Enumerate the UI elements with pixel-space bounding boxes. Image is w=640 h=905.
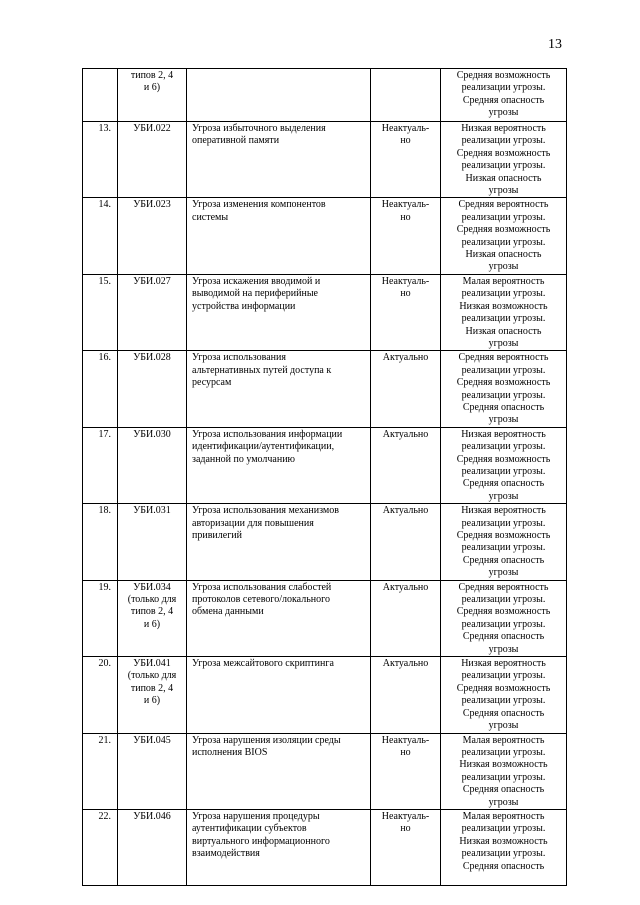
relevance-status: [371, 274, 441, 350]
threat-code-line: УБИ.045: [133, 734, 171, 746]
relevance-status-line: Актуально: [382, 505, 429, 517]
threat-assessment: [441, 274, 567, 350]
threat-assessment-line: угрозы: [488, 261, 519, 273]
threat-code-line: УБИ.041: [133, 658, 171, 670]
relevance-status: [371, 427, 441, 503]
threat-assessment-line: реализации угрозы.: [461, 542, 546, 554]
relevance-status: [371, 580, 441, 656]
relevance-status-line: но: [400, 211, 411, 223]
threat-code: [118, 580, 187, 656]
table-row: [83, 351, 567, 427]
threat-code-line: УБИ.030: [133, 428, 171, 440]
threat-code-line: УБИ.046: [133, 810, 171, 822]
threat-name: [187, 69, 371, 122]
threat-code-line: (только для: [127, 670, 177, 682]
relevance-status: [371, 733, 441, 809]
relevance-status-line: Актуально: [382, 658, 429, 670]
row-number: 18.: [83, 504, 118, 580]
threat-assessment-line: реализации угрозы.: [461, 746, 546, 758]
threat-assessment-line: реализации угрозы.: [461, 695, 546, 707]
threat-assessment: [441, 198, 567, 274]
threat-assessment-line: Средняя вероятность: [458, 199, 549, 211]
threat-assessment-line: Средняя возможность: [456, 682, 551, 694]
threat-assessment-line: реализации угрозы.: [461, 771, 546, 783]
threat-assessment-line: Низкая вероятность: [461, 123, 546, 134]
threat-name-line: Угроза нарушения процедуры: [192, 810, 320, 822]
threat-name: [187, 809, 371, 885]
relevance-status-line: но: [400, 823, 411, 835]
threat-name: [187, 122, 371, 198]
threat-assessment-line: реализации угрозы.: [461, 82, 546, 94]
relevance-status-line: Неактуаль-: [381, 123, 430, 134]
row-number: 21.: [83, 733, 118, 809]
threat-assessment-line: реализации угрозы.: [461, 160, 546, 172]
threat-code-line: УБИ.022: [133, 123, 171, 134]
row-number: 14.: [83, 198, 118, 274]
relevance-status-line: Неактуаль-: [381, 734, 430, 746]
threat-assessment: [441, 657, 567, 733]
threat-assessment-line: Средняя опасность: [462, 860, 545, 872]
threat-assessment-line: реализации угрозы.: [461, 313, 546, 325]
relevance-status: [371, 122, 441, 198]
threat-name-line: обмена данными: [192, 606, 264, 618]
table-row: [83, 809, 567, 885]
threat-assessment-line: Средняя опасность: [462, 631, 545, 643]
threat-code-line: и 6): [143, 695, 161, 707]
threat-assessment-line: реализации угрозы.: [461, 465, 546, 477]
threat-assessment-line: Низкая возможность: [459, 835, 548, 847]
threat-code-line: типов 2, 4: [130, 70, 174, 81]
threat-code: [118, 427, 187, 503]
threat-assessment-line: реализации угрозы.: [461, 670, 546, 682]
threat-name: [187, 274, 371, 350]
threat-assessment: [441, 504, 567, 580]
threat-name-line: Угроза межсайтового скриптинга: [192, 658, 334, 670]
table-row: [83, 274, 567, 350]
threat-name-line: Угроза использования механизмов: [192, 505, 339, 517]
threat-assessment-line: угрозы: [488, 414, 519, 426]
threat-name-line: аутентификации субъектов: [192, 823, 307, 835]
threat-name-line: Угроза нарушения изоляции среды: [192, 734, 341, 746]
threat-assessment: [441, 69, 567, 122]
threat-assessment-line: Малая вероятность: [462, 275, 545, 287]
threat-assessment-line: Низкая вероятность: [461, 505, 546, 517]
threat-assessment: [441, 809, 567, 885]
threat-code-line: УБИ.027: [133, 275, 171, 287]
table-row: [83, 733, 567, 809]
row-number: 13.: [83, 122, 118, 198]
relevance-status-line: Неактуаль-: [381, 275, 430, 287]
relevance-status: [371, 69, 441, 122]
threat-code-line: типов 2, 4: [130, 606, 174, 618]
threat-assessment: [441, 427, 567, 503]
threat-assessment-line: Средняя возможность: [456, 606, 551, 618]
threat-code: [118, 351, 187, 427]
threat-assessment-line: Средняя опасность: [462, 784, 545, 796]
table-row: [83, 657, 567, 733]
threat-code: [118, 69, 187, 122]
relevance-status-line: Неактуаль-: [381, 199, 430, 211]
threat-name-line: Угроза использования информации: [192, 428, 343, 440]
threat-assessment-line: Низкая возможность: [459, 759, 548, 771]
threat-assessment-line: Низкая вероятность: [461, 658, 546, 670]
threat-name-line: исполнения BIOS: [192, 746, 268, 758]
threat-assessment: [441, 351, 567, 427]
threat-name-line: ресурсам: [192, 377, 232, 389]
row-number: 22.: [83, 809, 118, 885]
threat-assessment-line: Малая вероятность: [462, 810, 545, 822]
threat-assessment-line: Средняя вероятность: [458, 352, 549, 364]
threat-assessment-line: реализации угрозы.: [461, 441, 546, 453]
threat-name: [187, 657, 371, 733]
threat-assessment-line: Средняя опасность: [462, 478, 545, 490]
relevance-status: [371, 657, 441, 733]
threat-assessment-line: Средняя возможность: [456, 70, 551, 81]
threat-name: [187, 580, 371, 656]
threat-name-line: Угроза использования слабостей: [192, 581, 332, 593]
threat-assessment-line: угрозы: [488, 720, 519, 732]
threat-name-line: Угроза изменения компонентов: [192, 199, 326, 211]
threat-assessment-line: Низкая вероятность: [461, 428, 546, 440]
threat-code: [118, 657, 187, 733]
threat-assessment-line: Низкая опасность: [465, 325, 542, 337]
threat-code-line: и 6): [143, 618, 161, 630]
threat-assessment-line: Средняя опасность: [462, 707, 545, 719]
threat-code-line: УБИ.023: [133, 199, 171, 211]
row-number: 17.: [83, 427, 118, 503]
row-number: 15.: [83, 274, 118, 350]
threat-code: [118, 122, 187, 198]
threat-assessment-line: реализации угрозы.: [461, 236, 546, 248]
threat-code-line: УБИ.031: [133, 505, 171, 517]
threat-assessment-line: угрозы: [488, 643, 519, 655]
threat-name-line: выводимой на периферийные: [192, 288, 318, 300]
row-number: 16.: [83, 351, 118, 427]
threat-assessment: [441, 122, 567, 198]
table-row: [83, 427, 567, 503]
threat-name-line: виртуального информационного: [192, 835, 330, 847]
threat-name-line: идентификации/аутентификации,: [192, 441, 335, 453]
relevance-status-line: Неактуаль-: [381, 810, 430, 822]
threat-name-line: привилегий: [192, 530, 243, 541]
threat-code-line: типов 2, 4: [130, 682, 174, 694]
threat-assessment-line: реализации угрозы.: [461, 288, 546, 300]
threat-code-line: УБИ.034: [133, 581, 171, 593]
row-number: [83, 69, 118, 122]
threat-assessment-line: реализации угрозы.: [461, 618, 546, 630]
threat-assessment-line: реализации угрозы.: [461, 823, 546, 835]
threat-assessment: [441, 580, 567, 656]
row-number: 19.: [83, 580, 118, 656]
threat-name-line: заданной по умолчанию: [192, 453, 296, 465]
threat-assessment-line: Средняя возможность: [456, 453, 551, 465]
threat-name-line: взаимодействия: [192, 848, 260, 860]
threat-name: [187, 427, 371, 503]
threat-name-line: устройства информации: [192, 300, 296, 312]
threat-assessment-line: Низкая опасность: [465, 249, 542, 261]
threat-assessment-line: угрозы: [488, 107, 519, 119]
relevance-status-line: но: [400, 746, 411, 758]
threat-assessment: [441, 733, 567, 809]
threat-name-line: оперативной памяти: [192, 135, 280, 147]
threat-assessment-line: реализации угрозы.: [461, 389, 546, 401]
table-row: [83, 69, 567, 122]
threat-name-line: авторизации для повышения: [192, 517, 314, 529]
relevance-status: [371, 504, 441, 580]
threat-assessment-line: Средняя возможность: [456, 377, 551, 389]
threat-assessment-line: угрозы: [488, 337, 519, 349]
threat-name-line: Угроза использования: [192, 352, 286, 364]
threat-assessment-line: Средняя вероятность: [458, 581, 549, 593]
threat-assessment-line: Средняя возможность: [456, 224, 551, 236]
threat-assessment-line: Малая вероятность: [462, 734, 545, 746]
table-row: [83, 122, 567, 198]
threat-name: [187, 504, 371, 580]
relevance-status: [371, 351, 441, 427]
relevance-status-line: Актуально: [382, 428, 429, 440]
relevance-status: [371, 809, 441, 885]
threat-assessment-line: реализации угрозы.: [461, 517, 546, 529]
threat-assessment-line: Средняя возможность: [456, 147, 551, 159]
threat-table: [82, 68, 567, 886]
page-number: 13: [548, 37, 562, 52]
threat-name-line: системы: [192, 211, 229, 223]
threat-code: [118, 733, 187, 809]
threat-assessment-line: реализации угрозы.: [461, 848, 546, 860]
threat-assessment-line: Средняя опасность: [462, 554, 545, 566]
threat-assessment-line: реализации угрозы.: [461, 211, 546, 223]
threat-assessment-line: Низкая опасность: [465, 172, 542, 184]
relevance-status-line: но: [400, 288, 411, 300]
threat-code-line: (только для: [127, 594, 177, 606]
relevance-status-line: Актуально: [382, 352, 429, 364]
table-row: [83, 504, 567, 580]
threat-name: [187, 198, 371, 274]
threat-assessment-line: угрозы: [488, 567, 519, 579]
table-row: [83, 198, 567, 274]
relevance-status-line: но: [400, 135, 411, 147]
threat-assessment-line: Средняя опасность: [462, 94, 545, 106]
relevance-status: [371, 198, 441, 274]
threat-assessment-line: угрозы: [488, 490, 519, 502]
threat-assessment-line: Средняя опасность: [462, 401, 545, 413]
threat-code: [118, 504, 187, 580]
relevance-status-line: Актуально: [382, 581, 429, 593]
threat-assessment-line: реализации угрозы.: [461, 594, 546, 606]
threat-name-line: Угроза избыточного выделения: [192, 123, 326, 134]
threat-name-line: протоколов сетевого/локального: [192, 594, 330, 606]
threat-name-line: альтернативных путей доступа к: [192, 364, 332, 376]
threat-assessment-line: реализации угрозы.: [461, 364, 546, 376]
threat-code: [118, 809, 187, 885]
threat-code-line: и 6): [143, 82, 161, 94]
threat-name-line: Угроза искажения вводимой и: [192, 275, 321, 287]
threat-assessment-line: Средняя возможность: [456, 530, 551, 541]
threat-name: [187, 351, 371, 427]
row-number: 20.: [83, 657, 118, 733]
threat-assessment-line: реализации угрозы.: [461, 135, 546, 147]
threat-assessment-line: Низкая возможность: [459, 300, 548, 312]
threat-code: [118, 198, 187, 274]
threat-code-line: УБИ.028: [133, 352, 171, 364]
table-row: [83, 580, 567, 656]
threat-assessment-line: угрозы: [488, 185, 519, 197]
threat-name: [187, 733, 371, 809]
threat-assessment-line: угрозы: [488, 796, 519, 808]
threat-code: [118, 274, 187, 350]
